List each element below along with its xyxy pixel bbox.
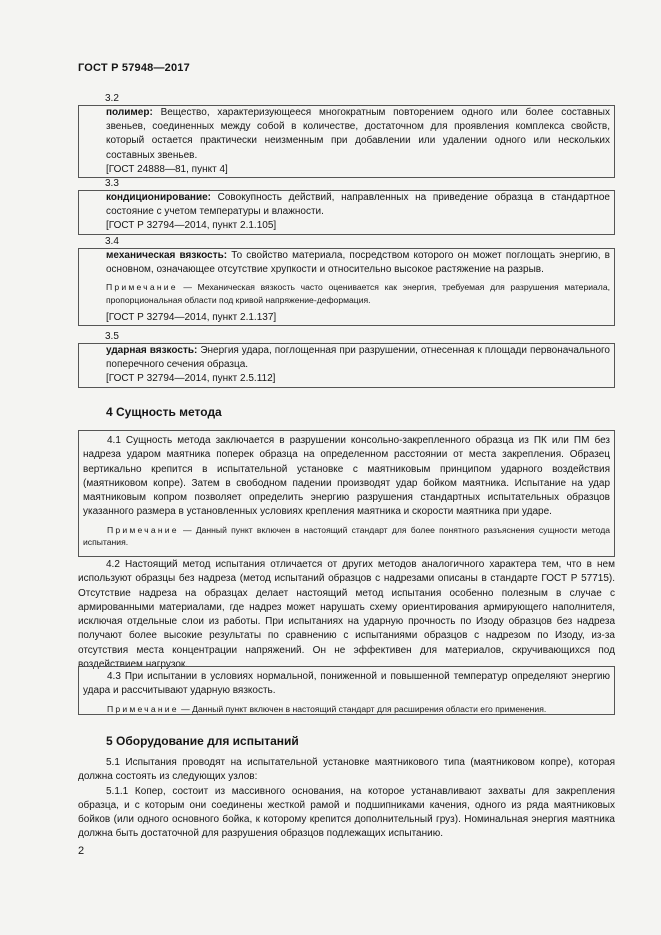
term-box xyxy=(78,190,615,235)
note-4-1 xyxy=(83,524,610,549)
term-note xyxy=(106,281,610,306)
term-box xyxy=(78,343,615,388)
term-name: ударная вязкость: xyxy=(106,345,198,356)
paragraph-4-3: 4.3 При испытании в условиях нормальной, пониженной и повышенной температур определяют энергию удара и рассчитывают ударную вязкость. xyxy=(83,671,610,697)
term-name: полимер: xyxy=(106,107,153,118)
term-definition xyxy=(106,106,610,163)
term-source: [ГОСТ Р 32794—2014, пункт 2.1.105] xyxy=(106,220,277,232)
note-label: Примечание xyxy=(106,282,178,293)
term-definition xyxy=(106,344,610,372)
term-source: [ГОСТ Р 32794—2014, пункт 2.1.137] xyxy=(106,311,277,323)
section-5-title: 5 Оборудование для испытаний xyxy=(106,734,299,748)
paragraph-4-2-block xyxy=(78,558,615,672)
term-entry-3-4 xyxy=(78,235,615,326)
note-text: — Механическая вязкость часто оценивается как энергия, требуемая для разрушения материала, пропорциональная области под кривой напряжение-деформация. xyxy=(106,282,610,305)
note-4-3 xyxy=(83,703,610,716)
definition-text: То свойство материала, посредством которого он может поглощать энергию, в основном, означающее отсутствие хрупкости и относительно высокое растяжение на разрыв. xyxy=(106,250,610,276)
term-box xyxy=(78,105,615,178)
section-4-3-box xyxy=(78,666,615,715)
definition-text: Энергия удара, поглощенная при разрушении, отнесенная к площади первоначального поперечного сечения образца. xyxy=(106,345,610,371)
section-4-1-box xyxy=(78,430,615,557)
term-name: механическая вязкость: xyxy=(106,250,228,261)
term-number: 3.2 xyxy=(105,93,119,104)
section-5-body xyxy=(78,756,615,842)
term-number: 3.5 xyxy=(105,331,119,342)
paragraph-5-1: 5.1 Испытания проводят на испытательной установке маятникового типа (маятниковом копре), которая должна состоять из следующих узлов: xyxy=(78,757,615,783)
term-source: [ГОСТ Р 32794—2014, пункт 2.5.112] xyxy=(106,373,276,385)
term-entry-3-3 xyxy=(78,177,615,235)
term-entry-3-2 xyxy=(78,92,615,178)
page-number: 2 xyxy=(78,845,85,857)
term-definition xyxy=(106,249,610,277)
note-text: — Данный пункт включен в настоящий стандарт для более понятного разъяснения сущности метода испытания. xyxy=(83,524,610,548)
note-text: — Данный пункт включен в настоящий стандарт для расширения области его применения. xyxy=(178,703,547,714)
page-header: ГОСТ Р 57948—2017 xyxy=(78,62,190,74)
term-number: 3.4 xyxy=(105,236,119,247)
definition-text: Совокупность действий, направленных на приведение образца в стандартное состояние с учетом температуры и влажности. xyxy=(106,192,610,218)
term-name: кондиционирование: xyxy=(106,192,211,203)
paragraph-5-1-1: 5.1.1 Копер, состоит из массивного основания, на которое устанавливают захваты для закрепления образца, и с которым они соединены жесткой рамой и подшипниками качения, одного из ряда маятниковых бойков (или одного основного бойка, к которому крепится дополнительный груз). Номинальная энергия маятника должна быть достаточной для разрушения образцов подлежащих испытанию. xyxy=(78,785,615,840)
note-label: Примечание xyxy=(107,524,179,535)
paragraph-4-1: 4.1 Сущность метода заключается в разрушении консольно-закрепленного образца из ПК или ПМ без надреза ударом маятника поперек образца на определенном расстоянии от места закрепления. Образец вертикально крепится в испытательной установке с маятниковым принципом ударного воздействия (маятниковом копре). Затем в свободном падении производят удар бойком маятника. Испытание на удар маятниковым копром позволяет определить энергию разрушения стандартных испытательных образцов указанного размера в установленных условиях крепления маятника и скорости маятника при ударе. xyxy=(83,435,610,518)
term-number: 3.3 xyxy=(105,178,119,189)
term-source: [ГОСТ 24888—81, пункт 4] xyxy=(106,163,228,175)
term-definition xyxy=(106,191,610,219)
term-box xyxy=(78,248,615,326)
definition-text: Вещество, характеризующееся многократным повторением одного или более составных звеньев, соединенных между собой в количестве, достаточном для проявления комплекса свойств, который остается практически неизменным при добавлении или удалении одного или нескольких составных звеньев. xyxy=(106,107,610,161)
section-4-title: 4 Сущность метода xyxy=(106,405,222,419)
term-entry-3-5 xyxy=(78,330,615,388)
note-label: Примечание xyxy=(107,703,179,714)
paragraph-4-2: 4.2 Настоящий метод испытания отличается от других методов аналогичного характера тем, что в нем используют образцы без надреза (метод испытаний образцов с надрезами описаны в стандарте ГОСТ Р 57715). Отсутствие надреза на образцах делает настоящий метод испытания особенно полезным в случае с армированными материалами, где надрез может нарушать схему ориентирования армирующего наполнителя, исключая отдельные слои из работы. При испытаниях на ударную прочность по Изоду образцов без надреза получают более высокие результаты по сравнению с испытаниями образцов с надрезом по Изоду, из-за отсутствия места концентрации напряжений. Он не эффективен для материалов, скручивающихся под воздействием нагрузок. xyxy=(78,559,615,671)
